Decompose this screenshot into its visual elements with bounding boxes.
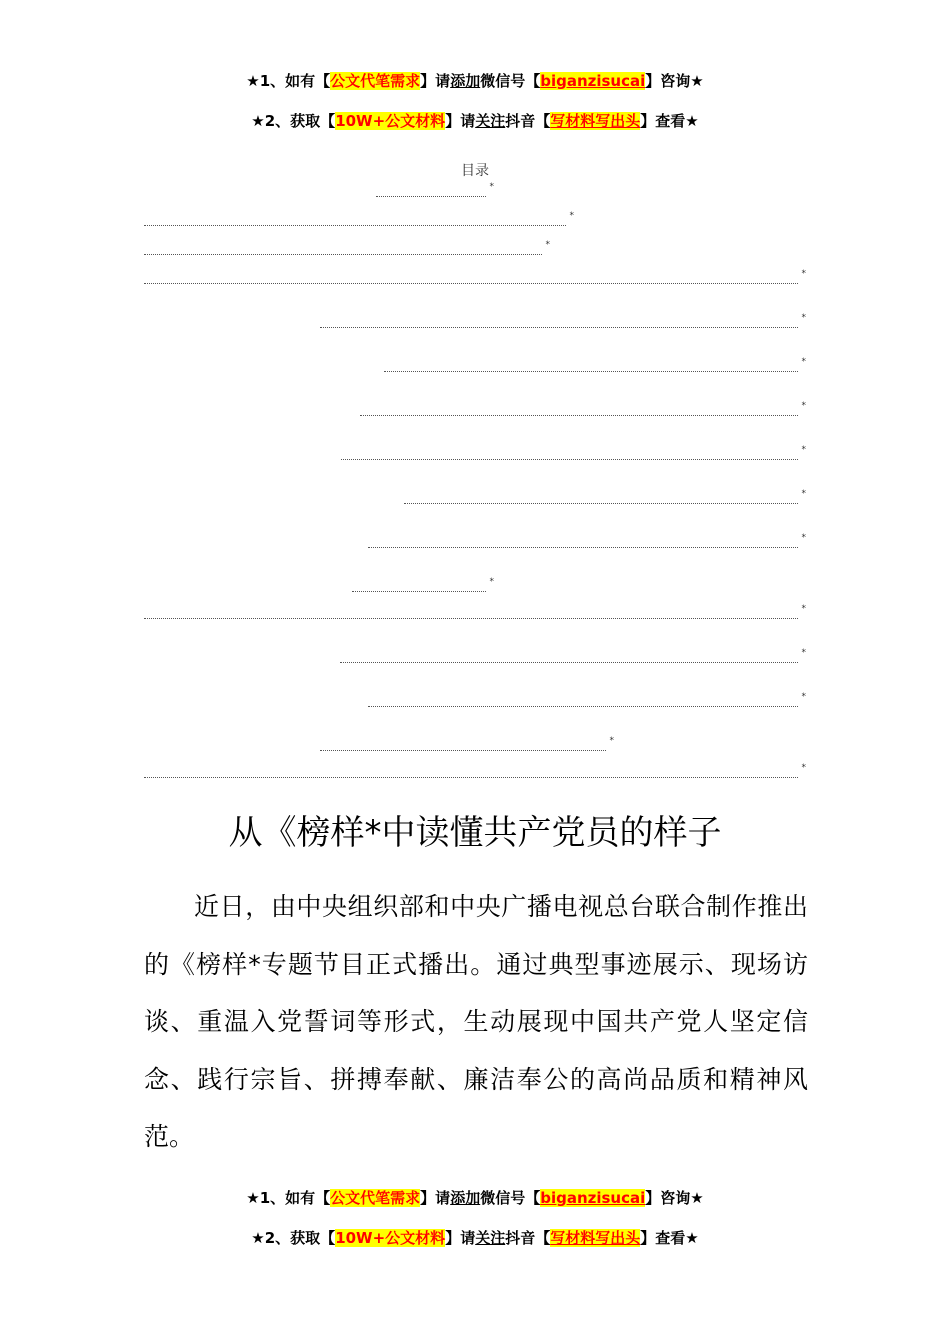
notice-action: 添加 xyxy=(450,1189,481,1207)
notice-text: ★1、如有【 xyxy=(246,1189,331,1207)
toc-page-number: * xyxy=(545,240,550,250)
notice-text: 微信号【 xyxy=(480,1189,541,1207)
notice-text: 微信号【 xyxy=(480,72,541,90)
notice-text: 】咨询★ xyxy=(645,72,704,90)
toc-page-number: * xyxy=(801,269,806,279)
notice-highlight: 公文代笔需求 xyxy=(330,1189,421,1207)
toc-page-number: * xyxy=(489,577,494,587)
douyin-account-link[interactable]: 写材料写出头 xyxy=(550,1229,641,1247)
toc-page-number: * xyxy=(801,401,806,411)
notice-text: 】查看★ xyxy=(640,1229,699,1247)
toc-entry[interactable] xyxy=(384,357,806,375)
notice-top-line1 xyxy=(0,70,950,92)
notice-text: 抖音【 xyxy=(505,1229,551,1247)
toc-leader-dots xyxy=(144,777,798,778)
toc-leader-dots xyxy=(144,254,542,255)
notice-action: 添加 xyxy=(450,72,481,90)
notice-text: ★2、获取【 xyxy=(251,112,336,130)
toc-page-number: * xyxy=(801,648,806,658)
douyin-account-link[interactable]: 写材料写出头 xyxy=(550,112,641,130)
toc-page-number: * xyxy=(801,763,806,773)
toc-leader-dots xyxy=(341,459,798,460)
toc-page-number: * xyxy=(801,445,806,455)
toc-leader-dots xyxy=(144,618,798,619)
toc-page-number: * xyxy=(801,604,806,614)
toc-page-number: * xyxy=(489,182,494,192)
toc-entry[interactable] xyxy=(341,445,806,463)
toc-entry[interactable] xyxy=(144,211,574,229)
toc-leader-dots xyxy=(320,327,798,328)
toc-entry[interactable] xyxy=(144,240,550,258)
toc-entry[interactable] xyxy=(320,736,614,754)
toc-entry[interactable] xyxy=(360,401,806,419)
toc-leader-dots xyxy=(368,706,798,707)
toc-leader-dots xyxy=(360,415,798,416)
toc-leader-dots xyxy=(352,591,486,592)
toc-entry[interactable] xyxy=(368,533,806,551)
article-title: 从《榜样*中读懂共产党员的样子 xyxy=(228,813,722,853)
toc-page-number: * xyxy=(569,211,574,221)
toc-entry[interactable] xyxy=(320,313,806,331)
toc-leader-dots xyxy=(340,662,798,663)
notice-text: 】查看★ xyxy=(640,112,699,130)
notice-text: 】请 xyxy=(445,112,476,130)
notice-bottom-line2 xyxy=(0,1227,950,1249)
toc-page-number: * xyxy=(801,313,806,323)
notice-text: ★1、如有【 xyxy=(246,72,331,90)
notice-action: 关注 xyxy=(475,1229,506,1247)
notice-text: ★2、获取【 xyxy=(251,1229,336,1247)
notice-text: 】咨询★ xyxy=(645,1189,704,1207)
toc-entry[interactable] xyxy=(144,604,806,622)
notice-text: 】请 xyxy=(420,1189,451,1207)
notice-bottom-line1 xyxy=(0,1187,950,1209)
notice-text: 】请 xyxy=(445,1229,476,1247)
notice-action: 关注 xyxy=(475,112,506,130)
toc-leader-dots xyxy=(320,750,606,751)
toc-title: 目录 xyxy=(461,163,489,179)
toc-page-number: * xyxy=(801,692,806,702)
toc-entry[interactable] xyxy=(144,763,806,781)
notice-highlight: 10W+公文材料 xyxy=(335,1229,446,1247)
notice-text: 抖音【 xyxy=(505,112,551,130)
toc-page-number: * xyxy=(801,489,806,499)
toc-entry[interactable] xyxy=(404,489,806,507)
wechat-id-link[interactable]: biganzisucai xyxy=(540,72,646,90)
notice-highlight: 10W+公文材料 xyxy=(335,112,446,130)
toc-leader-dots xyxy=(368,547,798,548)
toc-leader-dots xyxy=(144,225,566,226)
toc-page-number: * xyxy=(801,533,806,543)
wechat-id-link[interactable]: biganzisucai xyxy=(540,1189,646,1207)
toc-page-number: * xyxy=(801,357,806,367)
toc-entry[interactable] xyxy=(368,692,806,710)
toc-entry[interactable] xyxy=(144,269,806,287)
toc-entry[interactable] xyxy=(340,648,806,666)
article-paragraph: 近日，由中央组织部和中央广播电视总台联合制作推出的《榜样*专题节目正式播出。通过典型事迹展示、现场访谈、重温入党誓词等形式，生动展现中国共产党人坚定信念、践行宗旨、拼搏奉献、廉洁奉公的高尚品质和精神风范。 xyxy=(144,892,808,1151)
toc-leader-dots xyxy=(404,503,798,504)
toc-page-number: * xyxy=(609,736,614,746)
notice-text: 】请 xyxy=(420,72,451,90)
toc-leader-dots xyxy=(376,196,486,197)
toc-entry[interactable] xyxy=(352,577,494,595)
toc-entry[interactable] xyxy=(376,182,494,200)
toc-leader-dots xyxy=(384,371,798,372)
notice-top-line2 xyxy=(0,110,950,132)
notice-highlight: 公文代笔需求 xyxy=(330,72,421,90)
toc-leader-dots xyxy=(144,283,798,284)
